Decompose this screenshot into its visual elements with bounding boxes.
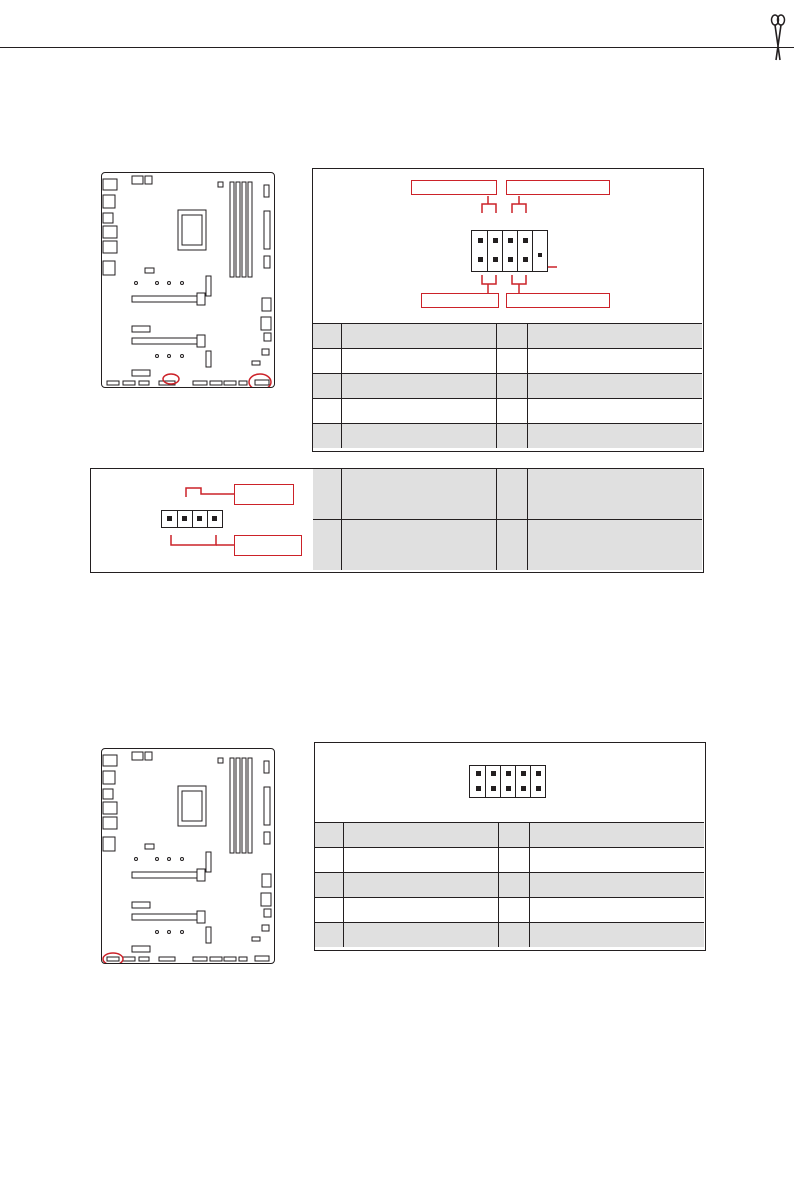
pinout-panel-1 [312, 168, 704, 452]
pin-header [471, 230, 548, 272]
pinout-table-1 [313, 323, 702, 448]
connector-label-bottom-right [506, 293, 610, 308]
pinout-table-1b [313, 469, 702, 570]
pinout-panel-2 [314, 742, 706, 951]
table-row [313, 399, 702, 424]
cut-line [0, 47, 794, 48]
table-row [315, 848, 704, 873]
table-row [313, 520, 702, 571]
pin-header-10pin [469, 765, 546, 798]
table-row [313, 324, 702, 349]
motherboard-diagram-2 [101, 748, 275, 964]
pinout-table-2 [315, 822, 704, 947]
pin-header-4pin [161, 510, 223, 528]
motherboard-diagram [101, 172, 275, 388]
table-row [315, 823, 704, 848]
table-row [315, 873, 704, 898]
connector-label-bottom-left [421, 293, 499, 308]
table-row [315, 898, 704, 923]
table-row [313, 469, 702, 520]
table-row [313, 424, 702, 449]
table-row [313, 374, 702, 399]
connector-label-4pin-bottom [234, 535, 302, 556]
pinout-panel-1b [90, 468, 704, 573]
connector-label-4pin-top [234, 484, 294, 505]
table-row [315, 923, 704, 948]
table-row [313, 349, 702, 374]
scissors-icon [770, 14, 786, 62]
